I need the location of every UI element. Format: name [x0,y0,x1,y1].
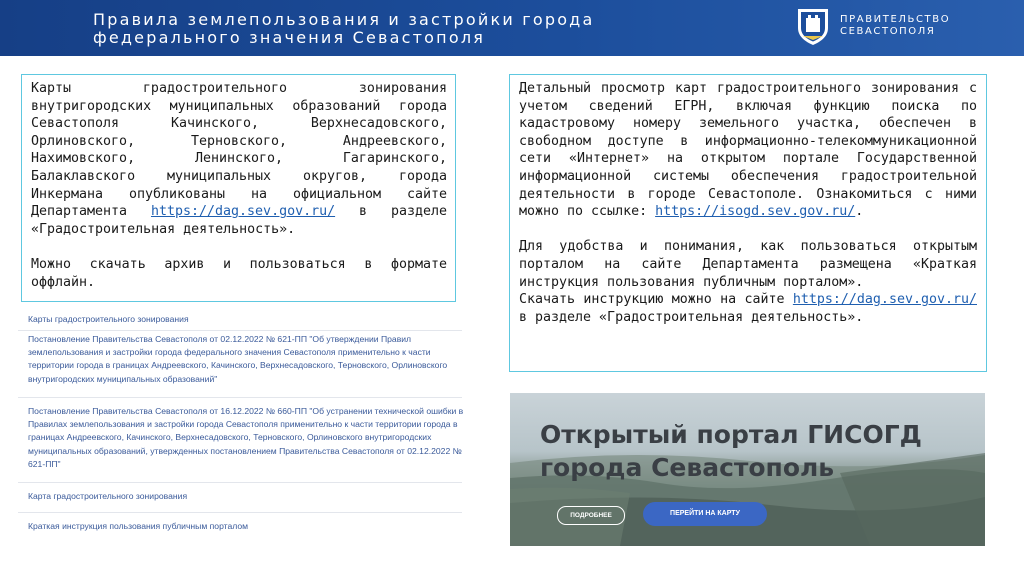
zoning-map-link[interactable]: Карта градостроительного зонирования [28,491,188,501]
coat-of-arms-icon [795,6,831,46]
portal-banner-title-line2: города Севастополь [540,453,835,482]
divider [18,482,462,483]
paragraph-gap [31,238,447,256]
logo-text-line1: ПРАВИТЕЛЬСТВО [840,14,951,25]
zoning-maps-info-box [21,74,456,302]
portal-banner-title [540,418,922,484]
zoning-maps-text: Карты градостроительного зонирования внутригородских муниципальных образований города Севастополя Качинского, Верхнесадовского, Орлиновского, Терновского, Андреевского, Нахимовского, Ленинского, Гагаринского, Балаклавского муниципальных округов, города Инкермана опубликованы на официальном сайте Департамента [31,81,447,220]
zoning-maps-text-end: в разделе «Градостроительная деятельность». [31,204,447,237]
documents-title-link[interactable]: Карты градостроительного зонирования [28,314,189,324]
download-text: Скачать инструкцию можно на сайте [519,292,793,308]
instruction-paragraph: Для удобства и понимания, как пользоваться открытым порталом на сайте Департамента размещена «Краткая инструкция пользования публичным порталом». [519,239,977,290]
offline-paragraph: Можно скачать архив и пользоваться в формате оффлайн. [31,256,447,290]
divider [18,397,462,398]
portal-text-end: . [855,204,864,220]
logo-text-line2: СЕВАСТОПОЛЯ [840,26,936,37]
logo-text [840,14,950,38]
more-button[interactable]: ПОДРОБНЕЕ [557,506,625,525]
page-title-line1: Правила землепользования и застройки города [93,10,595,29]
document-link-621[interactable]: Постановление Правительства Севастополя от 02.12.2022 № 621-ПП "Об утверждении Правил землепользования и застройки города федерального значения Севастополя применительно к части территории города в границах Андреевского, Качинского, Верхнесадовского, Терновского, Орлиновского внутригородских муниципальных образований" [28,334,448,384]
dag-instruction-link[interactable]: https://dag.sev.gov.ru/ [792,292,977,308]
download-text-end: в разделе «Градостроительная деятельность». [519,309,864,325]
portal-banner-title-line1: Открытый портал ГИСОГД [540,420,922,449]
portal-paragraph [519,80,977,221]
isogd-link[interactable]: https://isogd.sev.gov.ru/ [655,204,856,220]
portal-text: Детальный просмотр карт градостроительного зонирования с учетом сведений ЕГРН, включая функцию поиска по кадастровому номеру земельного участка, обеспечен в свободном доступе в информационно-телекоммуникационной сети «Интернет» на открытом портале Государственной информационной системы обеспечения градостроительной деятельности в городе Севастополе. Ознакомиться с ними можно по ссылке: [519,81,977,220]
zoning-maps-paragraph [31,80,447,238]
page-title [93,11,594,47]
download-paragraph [519,291,977,326]
dag-link[interactable]: https://dag.sev.gov.ru/ [150,204,336,220]
divider [18,512,462,513]
portal-banner [510,393,985,546]
divider [18,330,462,331]
header-bar [0,0,1024,56]
document-link-660[interactable]: Постановление Правительства Севастополя от 16.12.2022 № 660-ПП "Об устранении технической ошибки в Правилах землепользования и застройки города Севастополя применительно к части территории города в границах Андреевского, Качинского, Верхнесадовского, Терновского, Орлиновского внутригородских муниципальных образований, утвержденных постановлением Правительства Севастополя от 02.12.2022 № 621-ПП" [28,406,464,469]
paragraph-gap [519,221,977,239]
page-title-line2: федерального значения Севастополя [93,28,486,47]
portal-info-box [509,74,987,372]
go-to-map-button[interactable]: ПЕРЕЙТИ НА КАРТУ [643,502,767,526]
portal-instruction-link[interactable]: Краткая инструкция пользования публичным порталом [28,521,249,531]
